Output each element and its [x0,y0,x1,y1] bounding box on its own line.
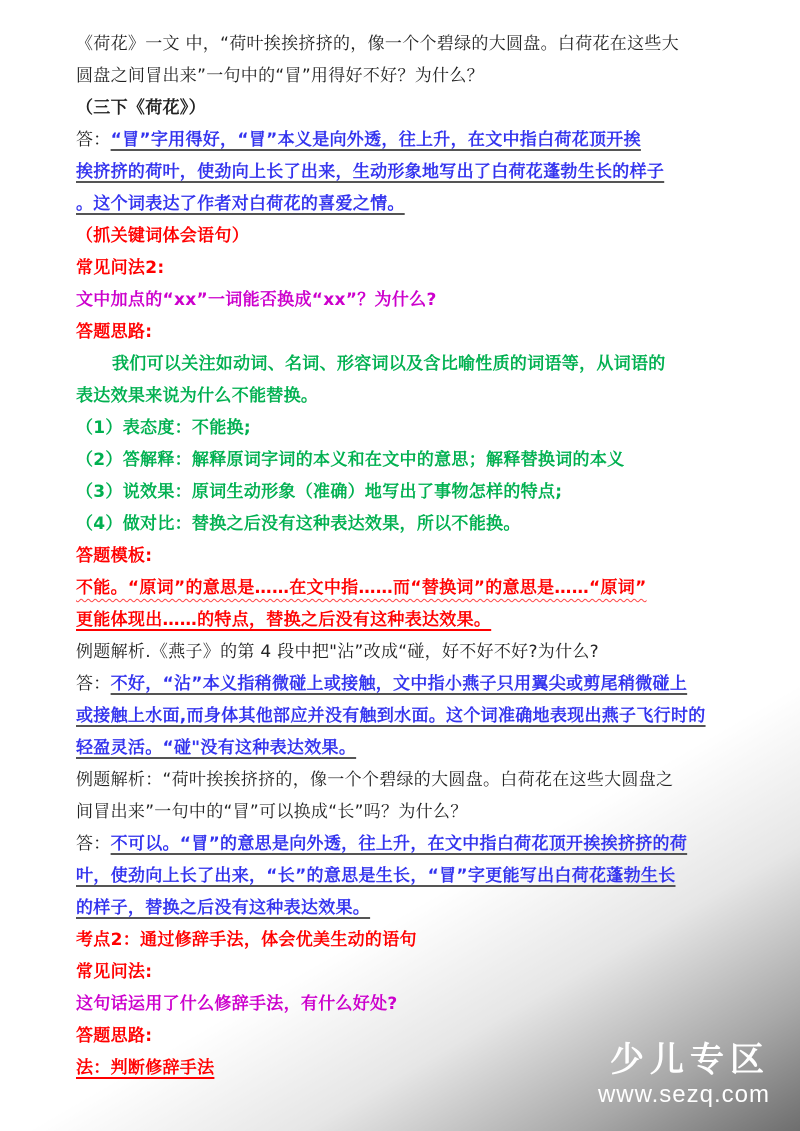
section-heading: 常见问法: [76,962,153,982]
answer-line [76,668,736,700]
guidance-text: 表达效果来说为什么不能替换。 [76,386,319,406]
answer-label: 答： [76,674,111,694]
step-item: （3）说效果：原词生动形象（准确）地写出了事物怎样的特点; [76,482,563,502]
document-body [76,28,736,1084]
question-pattern: 这句话运用了什么修辞手法，有什么好处? [76,994,398,1014]
answer-line [76,828,736,860]
example-question: 例题解析：“荷叶挨挨挤挤的，像一个个碧绿的大圆盘。白荷花在这些大圆盘之 [76,770,674,790]
method-note: （抓关键词体会语句） [76,226,249,246]
topic-heading: 考点2：通过修辞手法，体会优美生动的语句 [76,930,417,950]
answer-label: 答： [76,130,111,150]
template-text: 不能。“原词”的意思是……在文中指……而“替换词”的意思是……“原词” [76,578,647,598]
example-question: 间冒出来”一句中的“冒”可以换成“长”吗？为什么？ [76,802,468,822]
guidance-text: 我们可以关注如动词、名词、形容词以及含比喻性质的词语等，从词语的 [112,354,666,374]
question-text: 圆盘之间冒出来”一句中的“冒”用得好不好？为什么？ [76,66,484,86]
watermark [598,1040,770,1110]
answer-text: 不可以。“冒”的意思是向外透，往上升，在文中指白荷花顶开挨挨挤挤的荷 [110,834,688,854]
answer-label: 答： [76,834,111,854]
section-heading: 答题模板: [76,546,153,566]
watermark-logo-text: 少儿专区 [610,1040,770,1080]
answer-text: 轻盈灵活。“碰"没有这种表达效果。 [76,738,357,758]
section-heading: 常见问法2: [76,258,165,278]
answer-text: 挨挤挤的荷叶，使劲向上长了出来，生动形象地写出了白荷花蓬勃生长的样子 [76,162,665,182]
answer-text: 。这个词表达了作者对白荷花的喜爱之情。 [76,194,405,214]
answer-text: 的样子，替换之后没有这种表达效果。 [76,898,371,918]
step-item: （2）答解释：解释原词字词的本义和在文中的意思；解释替换词的本义 [76,450,625,470]
template-text: 更能体现出……的特点，替换之后没有这种表达效果。 [76,610,492,630]
step-item: （4）做对比：替换之后没有这种表达效果，所以不能换。 [76,514,521,534]
method-heading: 法：判断修辞手法 [76,1058,215,1078]
watermark-url: www.sezq.com [597,1081,770,1108]
source-note: （三下《荷花》） [76,98,206,118]
answer-text: 或接触上水面,而身体其他部应并没有触到水面。这个词准确地表现出燕子飞行时的 [76,706,706,726]
answer-line [76,124,736,156]
answer-text: “冒”字用得好，“冒”本义是向外透，往上升，在文中指白荷花顶开挨 [110,130,641,150]
question-text: 《荷花》一文 中，“荷叶挨挨挤挤的，像一个个碧绿的大圆盘。白荷花在这些大 [76,34,680,54]
step-item: （1）表态度：不能换; [76,418,251,438]
section-heading: 答题思路: [76,322,153,342]
example-question: 例题解析.《燕子》的第 4 段中把"沾”改成“碰，好不好不好?为什么? [76,642,600,662]
question-pattern: 文中加点的“xx”一词能否换成“xx”？为什么? [76,290,437,310]
answer-text: 叶，使劲向上长了出来，“长”的意思是生长，“冒”字更能写出白荷花蓬勃生长 [76,866,676,886]
section-heading: 答题思路: [76,1026,153,1046]
answer-text: 不好，“沾”本义指稍微碰上或接触，文中指小燕子只用翼尖或剪尾稍微碰上 [110,674,688,694]
